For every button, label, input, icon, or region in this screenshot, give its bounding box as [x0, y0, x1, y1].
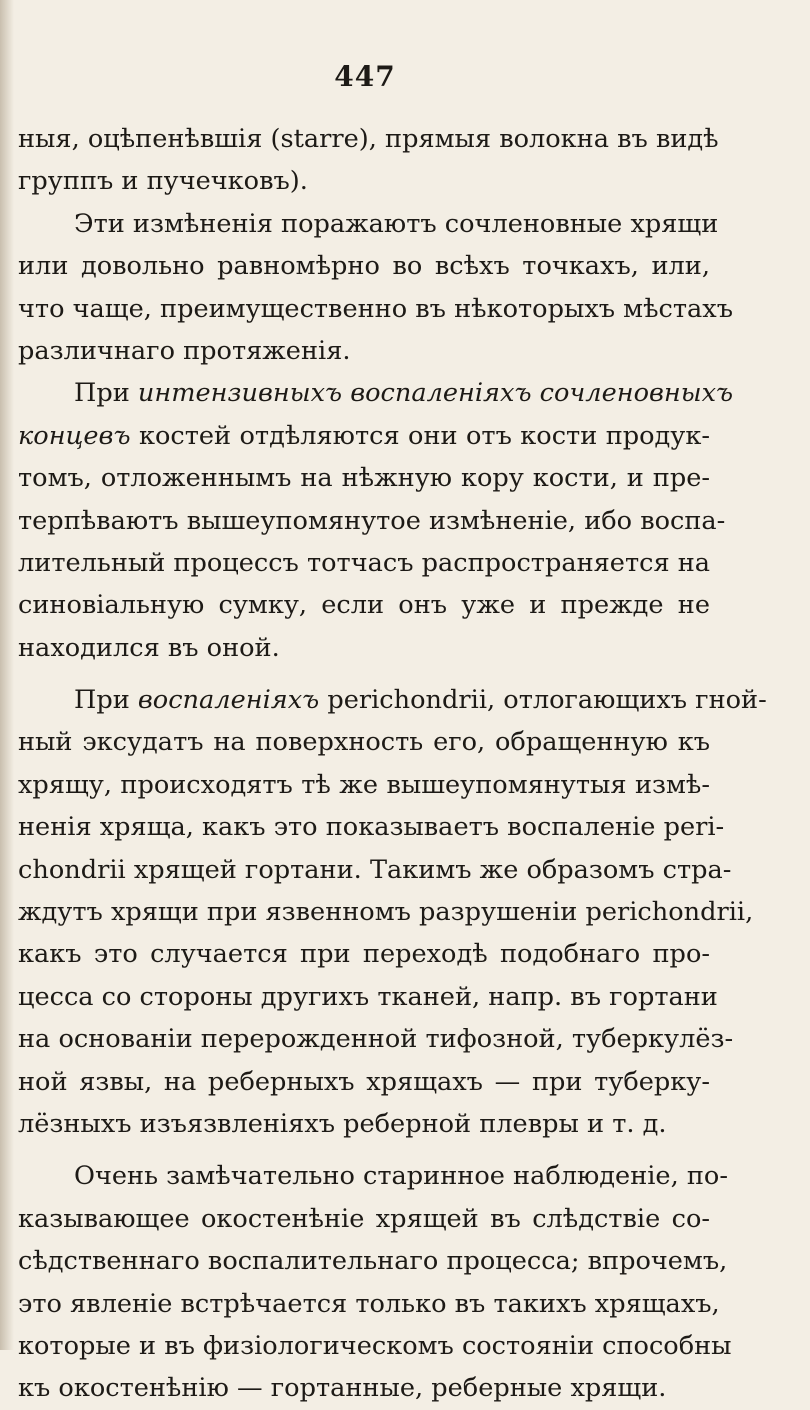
text-line: ненія хряща, какъ это показываетъ воспаленіе peri-	[18, 812, 725, 843]
text-line: къ окостенѣнію — гортанные, реберные хрящи.	[18, 1373, 667, 1404]
text-line: различнаго протяженія.	[18, 335, 351, 366]
text-line: сѣдственнаго воспалительнаго процесса; впрочемъ,	[18, 1246, 728, 1277]
text-fragment: При	[74, 378, 130, 409]
text-line: находился въ оной.	[18, 632, 280, 663]
text-line: ныя, оцѣпенѣвшія (starre), прямыя волокна въ видѣ	[18, 124, 719, 154]
text-line: группъ и пучечковъ).	[18, 166, 308, 197]
text-fragment: При	[74, 685, 130, 716]
text-line	[18, 415, 710, 457]
text-line: лёзныхъ изъязвленіяхъ реберной плевры и т. д.	[18, 1108, 667, 1139]
text-line: chondrii хрящей гортани. Такимъ же образомъ стра-	[18, 854, 732, 885]
text-fragment: perichondrii, отлогающихъ гной-	[327, 685, 767, 716]
text-line: терпѣваютъ вышеупомянутое измѣненіе, ибо воспа-	[18, 505, 726, 536]
text-line: которые и въ физіологическомъ состояніи способны	[18, 1330, 732, 1361]
text-line: синовіальную сумку, если онъ уже и прежде не	[18, 590, 710, 621]
text-line: какъ это случается при переходѣ подобнаго про-	[18, 939, 710, 970]
page-binding-shadow	[0, 0, 14, 1350]
text-line: ный эксудатъ на поверхность его, обращенную къ	[18, 727, 710, 758]
text-line: лительный процессъ тотчасъ распространяется на	[18, 547, 711, 578]
text-line: что чаще, преимущественно въ нѣкоторыхъ мѣстахъ	[18, 293, 733, 324]
paragraph-gap	[18, 669, 710, 679]
paragraph-start: Эти измѣненія поражаютъ сочленовные хрящи	[74, 208, 719, 239]
paragraph-gap	[18, 1145, 710, 1155]
text-line: казывающее окостенѣніе хрящей въ слѣдствіе со-	[18, 1203, 710, 1234]
italic-phrase: воспаленіяхъ	[137, 685, 320, 716]
text-line: ной язвы, на реберныхъ хрящахъ — при туберку-	[18, 1066, 710, 1097]
text-line: томъ, отложеннымъ на нѣжную кору кости, и пре-	[18, 463, 710, 494]
italic-phrase: концевъ	[18, 420, 131, 451]
text-line: хрящу, происходятъ тѣ же вышеупомянутыя измѣ-	[18, 769, 710, 800]
paragraph-start	[18, 372, 734, 414]
page-number: 447	[334, 60, 396, 93]
paragraph-start: Очень замѣчательно старинное наблюденіе, по-	[74, 1161, 728, 1192]
paragraph-start	[18, 679, 767, 721]
text-fragment: костей отдѣляются они отъ кости продук-	[138, 420, 711, 451]
body-text	[18, 118, 767, 1410]
text-line: это явленіе встрѣчается только въ такихъ хрящахъ,	[18, 1288, 720, 1319]
text-line: цесса со стороны другихъ тканей, напр. въ гортани	[18, 981, 718, 1012]
text-line: на основаніи перерожденной тифозной, туберкулёз-	[18, 1024, 734, 1055]
text-line: ждутъ хрящи при язвенномъ разрушеніи perichondrii,	[18, 897, 754, 928]
italic-phrase: интензивныхъ воспаленіяхъ сочленовныхъ	[137, 378, 734, 409]
text-line: или довольно равномѣрно во всѣхъ точкахъ, или,	[18, 251, 710, 282]
